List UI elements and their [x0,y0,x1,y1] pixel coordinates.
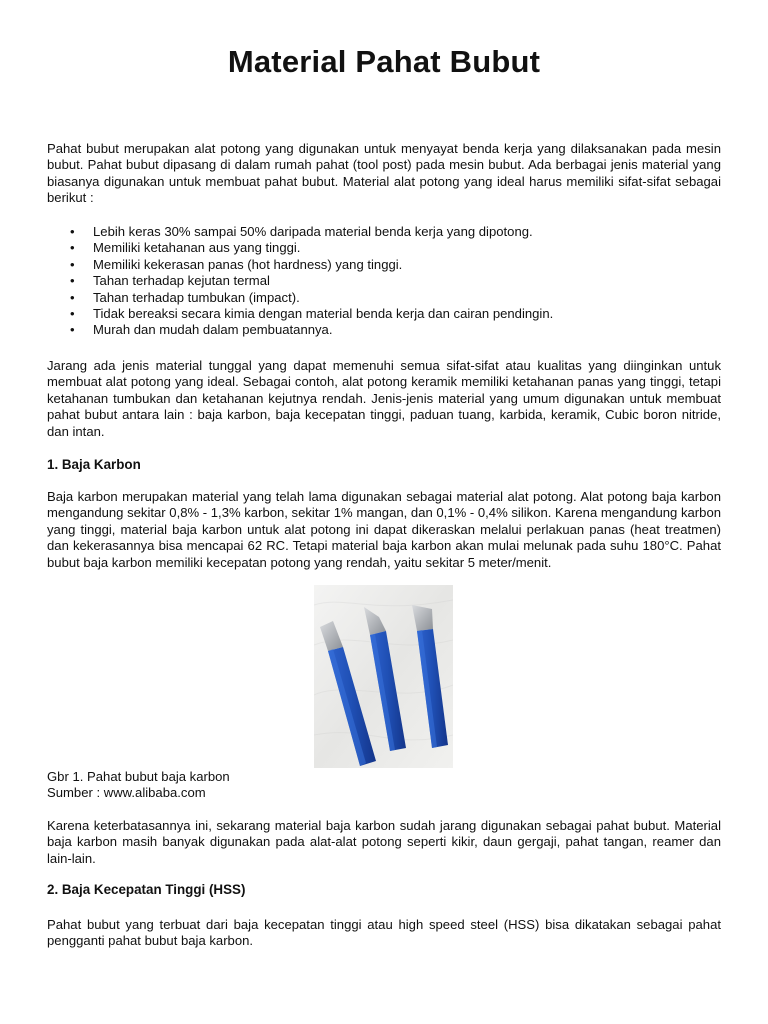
figure-source: Sumber : www.alibaba.com [47,785,206,800]
hss-text: Pahat bubut yang terbuat dari baja kecepatan tinggi atau high speed steel (HSS) bisa dikatakan sebagai pahat pengganti pahat bubut baja karbon. [47,917,721,949]
limitation-paragraph [47,818,721,867]
page-title: Material Pahat Bubut [227,44,541,79]
section-heading-hss: 2. Baja Kecepatan Tinggi (HSS) [47,882,246,897]
materials-paragraph [47,358,721,440]
list-item: • Lebih keras 30% sampai 50% daripada material benda kerja yang dipotong. [47,224,721,240]
lathe-tool-photo [314,585,453,768]
section-heading-baja-karbon: 1. Baja Karbon [47,457,141,472]
list-item: • Murah dan mudah dalam pembuatannya. [47,322,721,338]
list-item: • Tahan terhadap tumbukan (impact). [47,290,721,306]
baja-karbon-paragraph [47,489,721,571]
figure-caption: Gbr 1. Pahat bubut baja karbon [47,769,230,784]
list-item: • Memiliki ketahanan aus yang tinggi. [47,240,721,256]
intro-text: Pahat bubut merupakan alat potong yang digunakan untuk menyayat benda kerja yang dilaksanakan pada mesin bubut. Pahat bubut dipasang di dalam rumah pahat (tool post) pada mesin bubut. Ada berbagai jenis material yang biasanya digunakan untuk membuat pahat bubut. Material alat potong yang ideal harus memiliki sifat-sifat sebagai berikut : [47,141,721,206]
intro-paragraph [47,141,721,207]
hss-paragraph [47,917,721,950]
limitation-text: Karena keterbatasannya ini, sekarang material baja karbon sudah jarang digunakan sebagai pahat bubut. Material baja karbon masih banyak digunakan pada alat-alat potong seperti kikir, daun gergaji, pahat tangan, reamer dan lain-lain. [47,818,721,866]
list-item: • Memiliki kekerasan panas (hot hardness) yang tinggi. [47,257,721,273]
carbon-steel-tools-image [314,585,453,768]
list-item: • Tahan terhadap kejutan termal [47,273,721,289]
baja-karbon-text: Baja karbon merupakan material yang telah lama digunakan sebagai material alat potong. Alat potong baja karbon mengandung sekitar 0,8% - 1,3% karbon, sekitar 1% mangan, dan 0,1% - 0,4% silikon. Karena mengandung karbon yang tinggi, material baja karbon untuk alat potong ini dapat dikeraskan melalui perlakuan panas (heat treatmen) dan kekerasannya bisa mencapai 62 RC. Tetapi material baja karbon akan mulai melunak pada suhu 180°C. Pahat bubut baja karbon memiliki kecepatan potong yang rendah, yaitu sekitar 5 meter/menit. [47,489,722,570]
properties-list [47,224,721,339]
materials-text: Jarang ada jenis material tunggal yang dapat memenuhi semua sifat-sifat atau kualitas yang diinginkan untuk membuat alat potong yang ideal. Sebagai contoh, alat potong keramik memiliki ketahanan panas yang tinggi, tetapi ketahanan tumbukan dan ketahanan kejutnya rendah. Jenis-jenis material yang umum digunakan untuk membuat pahat bubut antara lain : baja karbon, baja kecepatan tinggi, paduan tuang, karbida, keramik, Cubic boron nitride, dan intan. [47,358,721,439]
list-item: • Tidak bereaksi secara kimia dengan material benda kerja dan cairan pendingin. [47,306,721,322]
